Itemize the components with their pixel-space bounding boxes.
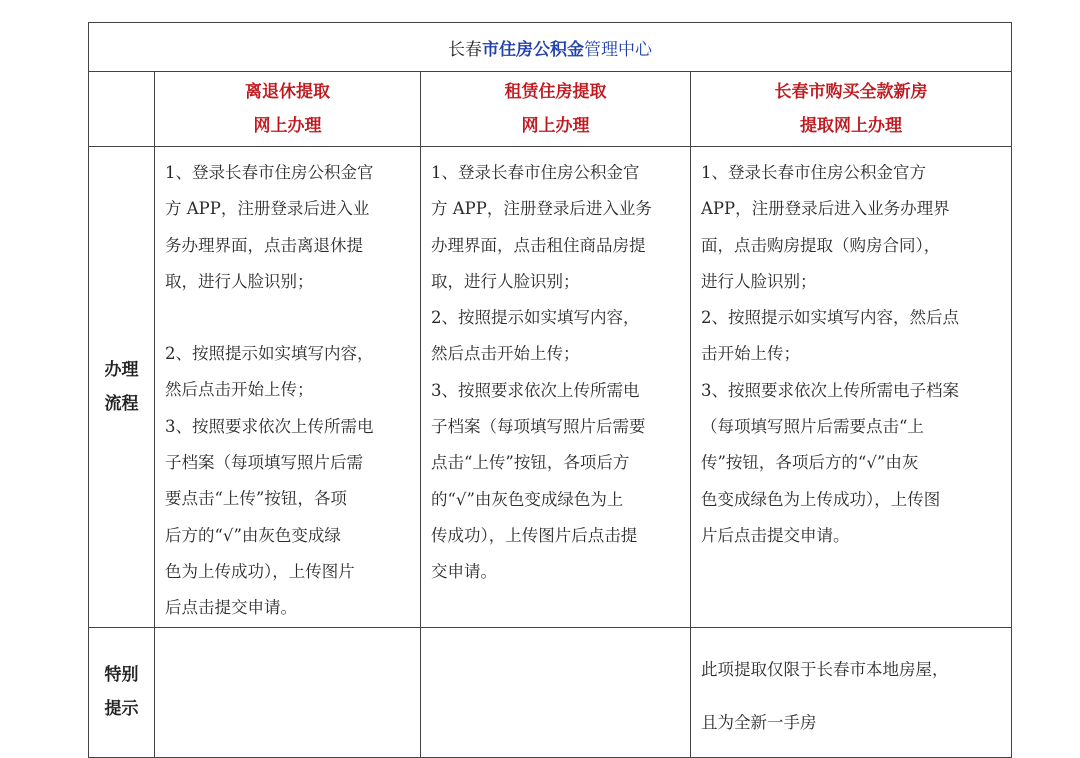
title-accent: 市住房公积金 xyxy=(482,39,584,60)
process-rent-line: 然后点击开始上传； xyxy=(431,344,580,364)
row-label-notice-line1: 特别 xyxy=(104,665,139,686)
process-newhouse xyxy=(691,147,1012,628)
paragraph-gap xyxy=(165,300,410,336)
row-label-process xyxy=(89,147,155,628)
header-blank-cell xyxy=(89,72,155,147)
row-label-notice-line2: 提示 xyxy=(104,699,139,720)
row-label-process-line2: 流程 xyxy=(104,393,139,414)
header-newhouse-line2: 提取网上办理 xyxy=(800,116,902,136)
header-newhouse xyxy=(691,72,1012,147)
process-rent-line: 1、登录长春市住房公积金官 xyxy=(431,163,640,182)
process-rent-line: 方 APP，注册登录后进入业务 xyxy=(431,199,652,219)
process-rent-line: 交申请。 xyxy=(431,562,497,582)
process-rent-line: 点击“上传”按钮，各项后方 xyxy=(431,453,630,473)
notice-row xyxy=(89,627,1012,758)
notice-newhouse-line: 且为全新一手房 xyxy=(701,712,817,732)
process-rent-line: 子档案（每项填写照片后需要 xyxy=(431,417,646,437)
process-newhouse-line: APP，注册登录后进入业务办理界 xyxy=(701,199,950,219)
header-retire-line2: 网上办理 xyxy=(253,116,322,136)
process-rent xyxy=(421,147,691,628)
process-retire-line: 1、登录长春市住房公积金官 xyxy=(165,163,374,182)
process-retire xyxy=(155,147,421,628)
process-newhouse-line: （每项填写照片后需要点击“上 xyxy=(701,417,924,437)
title-prefix: 长春 xyxy=(448,39,482,60)
process-newhouse-line: 进行人脸识别； xyxy=(701,271,817,291)
process-newhouse-line: 1、登录长春市住房公积金官方 xyxy=(701,163,926,182)
process-retire-line: 后点击提交申请。 xyxy=(165,598,297,618)
process-newhouse-line: 3、按照要求依次上传所需电子档案 xyxy=(701,380,959,400)
process-retire-line: 要点击“上传”按钮，各项 xyxy=(165,489,347,509)
process-retire-line: 3、按照要求依次上传所需电 xyxy=(165,416,374,436)
header-retire xyxy=(155,72,421,147)
process-rent-line: 3、按照要求依次上传所需电 xyxy=(431,380,640,400)
process-retire-line: 色为上传成功），上传图片 xyxy=(165,561,355,581)
header-rent-line2: 网上办理 xyxy=(521,116,590,136)
process-rent-line: 的“√”由灰色变成绿色为上 xyxy=(431,489,624,509)
header-row xyxy=(89,72,1012,147)
notice-rent xyxy=(421,627,691,758)
process-newhouse-line: 击开始上传； xyxy=(701,344,800,364)
title-row xyxy=(89,23,1012,72)
notice-newhouse xyxy=(691,627,1012,758)
header-rent xyxy=(421,72,691,147)
row-label-notice xyxy=(89,627,155,758)
process-row xyxy=(89,147,1012,628)
process-retire-line: 务办理界面，点击离退休提 xyxy=(165,235,363,255)
notice-retire xyxy=(155,627,421,758)
process-retire-line: 后方的“√”由灰色变成绿 xyxy=(165,525,341,545)
process-rent-line: 办理界面，点击租住商品房提 xyxy=(431,235,646,255)
process-retire-line: 方 APP，注册登录后进入业 xyxy=(165,199,370,219)
header-retire-line1: 离退休提取 xyxy=(245,82,330,102)
row-label-process-line1: 办理 xyxy=(104,359,139,380)
process-rent-line: 传成功），上传图片后点击提 xyxy=(431,525,638,545)
table-title xyxy=(89,23,1012,72)
process-retire-line: 取，进行人脸识别； xyxy=(165,271,314,291)
process-retire-line: 子档案（每项填写照片后需 xyxy=(165,453,363,473)
process-rent-line: 取，进行人脸识别； xyxy=(431,271,580,291)
process-newhouse-line: 传”按钮，各项后方的“√”由灰 xyxy=(701,453,919,473)
process-newhouse-line: 色变成绿色为上传成功），上传图 xyxy=(701,489,941,509)
process-newhouse-line: 2、按照提示如实填写内容，然后点 xyxy=(701,308,959,328)
info-table xyxy=(88,22,1012,758)
title-suffix: 管理中心 xyxy=(584,39,652,60)
process-rent-line: 2、按照提示如实填写内容， xyxy=(431,308,640,328)
process-newhouse-line: 片后点击提交申请。 xyxy=(701,525,850,545)
notice-newhouse-line: 此项提取仅限于长春市本地房屋， xyxy=(701,660,949,680)
header-rent-line1: 租赁住房提取 xyxy=(504,82,607,102)
process-retire-line: 然后点击开始上传； xyxy=(165,380,314,400)
process-newhouse-line: 面，点击购房提取（购房合同）， xyxy=(701,235,941,255)
header-newhouse-line1: 长春市购买全款新房 xyxy=(774,82,928,102)
process-retire-line: 2、按照提示如实填写内容， xyxy=(165,344,374,364)
